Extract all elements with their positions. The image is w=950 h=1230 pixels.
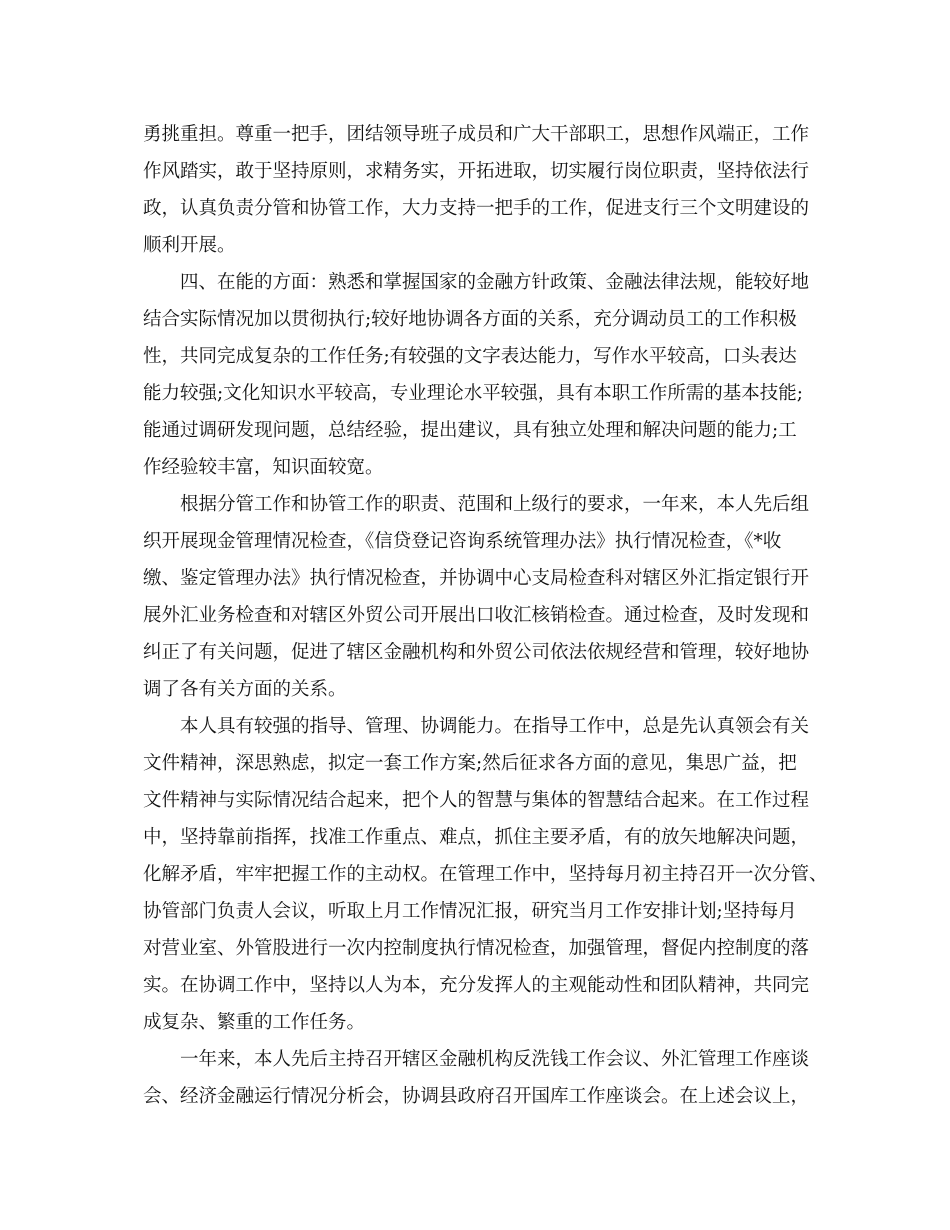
text-line: 结合实际情况加以贯彻执行;较好地协调各方面的关系，充分调动员工的工作积极 [143, 309, 797, 330]
text-line: 作风踏实，敢于坚持原则，求精务实，开拓进取，切实履行岗位职责，坚持依法行 [143, 161, 810, 182]
text-line: 纠正了有关问题，促进了辖区金融机构和外贸公司依法依规经营和管理，较好地协 [143, 642, 810, 663]
text-line: 调了各有关方面的关系。 [143, 679, 347, 700]
text-line: 协管部门负责人会议，听取上月工作情况汇报，研究当月工作安排计划;坚持每月 [143, 901, 797, 922]
text-line: 缴、鉴定管理办法》执行情况检查，并协调中心支局检查科对辖区外汇指定银行开 [143, 568, 810, 589]
text-line: 顺利开展。 [143, 235, 236, 256]
text-line: 本人具有较强的指导、管理、协调能力。在指导工作中，总是先认真领会有关 [180, 716, 810, 737]
text-line: 成复杂、繁重的工作任务。 [143, 1012, 366, 1033]
text-line: 化解矛盾，牢牢把握工作的主动权。在管理工作中，坚持每月初主持召开一次分管、 [143, 864, 828, 885]
text-line: 能力较强;文化知识水平较高，专业理论水平较强，具有本职工作所需的基本技能; [143, 383, 803, 404]
text-line: 勇挑重担。尊重一把手，团结领导班子成员和广大干部职工，思想作风端正，工作 [143, 124, 810, 145]
text-line: 作经验较丰富，知识面较宽。 [143, 457, 384, 478]
text-line: 性，共同完成复杂的工作任务;有较强的文字表达能力，写作水平较高，口头表达 [143, 346, 797, 367]
text-line: 文件精神与实际情况结合起来，把个人的智慧与集体的智慧结合起来。在工作过程 [143, 790, 810, 811]
text-line: 一年来，本人先后主持召开辖区金融机构反洗钱工作会议、外汇管理工作座谈 [180, 1049, 810, 1070]
text-line: 展外汇业务检查和对辖区外贸公司开展出口收汇核销检查。通过检查，及时发现和 [143, 605, 810, 626]
text-line: 文件精神，深思熟虑，拟定一套工作方案;然后征求各方面的意见，集思广益，把 [143, 753, 797, 774]
text-line: 对营业室、外管股进行一次内控制度执行情况检查，加强管理，督促内控制度的落 [143, 938, 810, 959]
text-line: 四、在能的方面：熟悉和掌握国家的金融方针政策、金融法律法规，能较好地 [180, 272, 810, 293]
text-line: 能通过调研发现问题，总结经验，提出建议，具有独立处理和解决问题的能力;工 [143, 420, 797, 441]
text-line: 政，认真负责分管和协管工作，大力支持一把手的工作，促进支行三个文明建设的 [143, 198, 810, 219]
text-line: 会、经济金融运行情况分析会，协调县政府召开国库工作座谈会。在上述会议上， [143, 1086, 810, 1107]
text-line: 织开展现金管理情况检查，《信贷登记咨询系统管理办法》执行情况检查，《*收 [143, 531, 782, 552]
text-line: 实。在协调工作中，坚持以人为本，充分发挥人的主观能动性和团队精神，共同完 [143, 975, 810, 996]
text-line: 中，坚持靠前指挥，找准工作重点、难点，抓住主要矛盾，有的放矢地解决问题， [143, 827, 810, 848]
text-line: 根据分管工作和协管工作的职责、范围和上级行的要求，一年来，本人先后组 [180, 494, 810, 515]
